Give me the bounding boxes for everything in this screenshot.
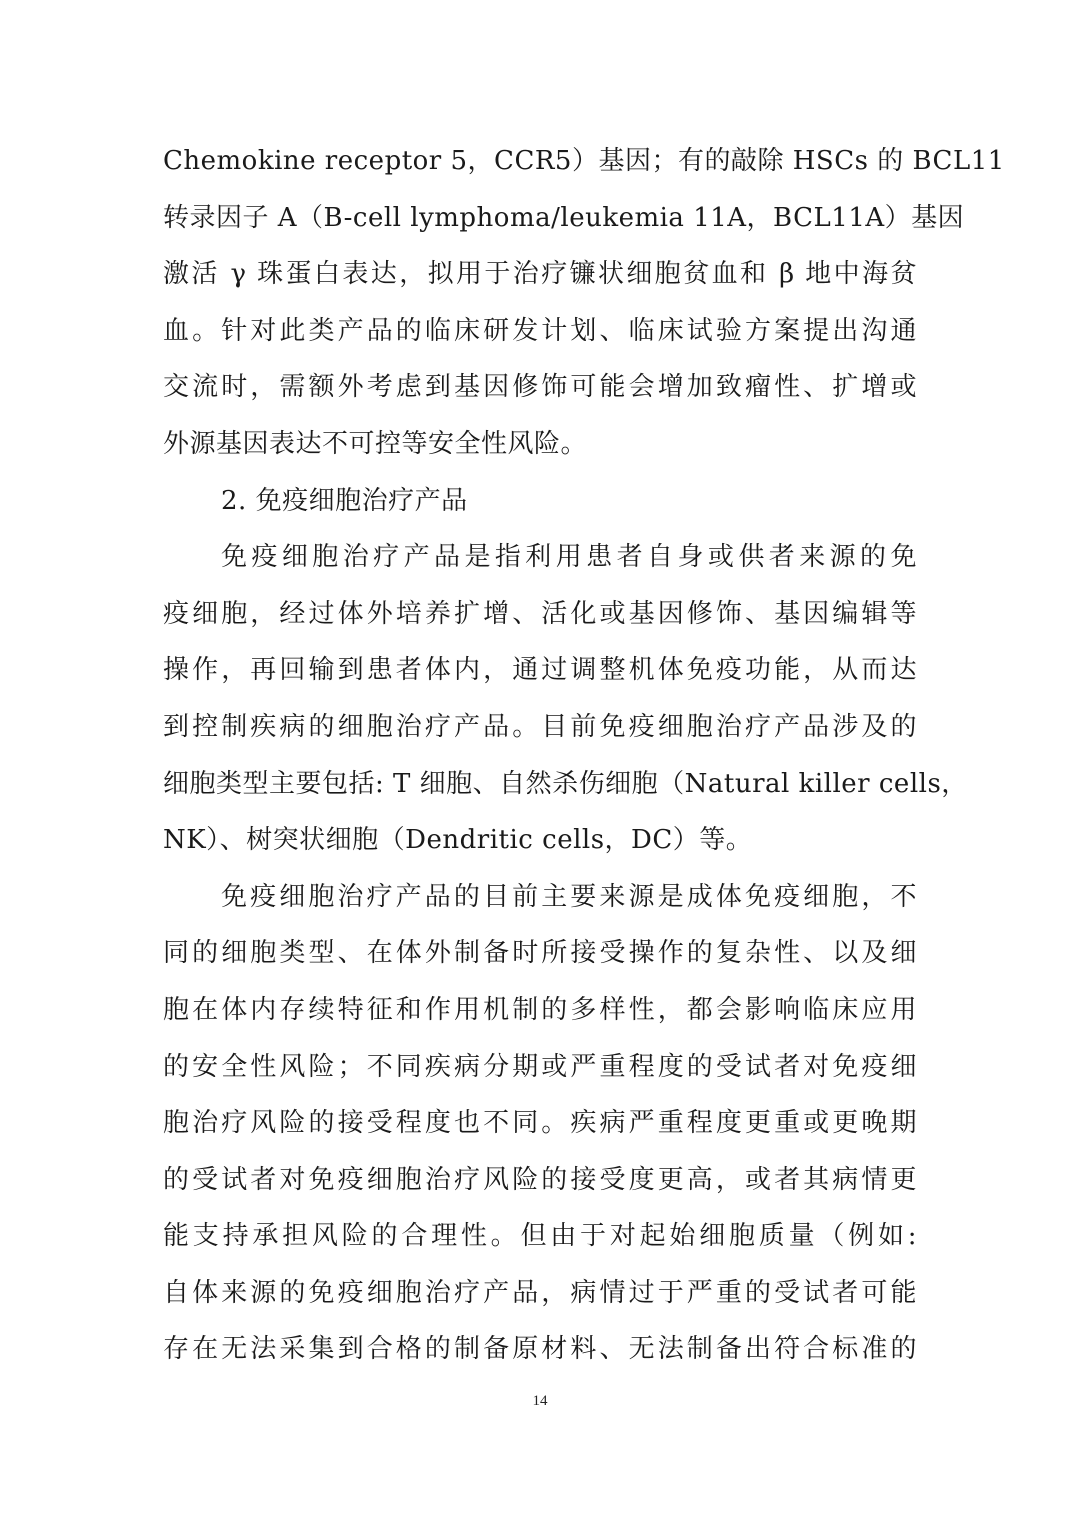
text-line: 胞在体内存续特征和作用机制的多样性，都会影响临床应用: [163, 994, 917, 1025]
text-line: 交流时，需额外考虑到基因修饰可能会增加致瘤性、扩增或: [163, 372, 917, 403]
text-line: 疫细胞，经过体外培养扩增、活化或基因修饰、基因编辑等: [163, 598, 917, 629]
text-line: 激活 γ 珠蛋白表达，拟用于治疗镰状细胞贫血和 β 地中海贫: [163, 259, 917, 290]
text-line: 同的细胞类型、在体外制备时所接受操作的复杂性、以及细: [163, 938, 917, 969]
text-line: Chemokine receptor 5，CCR5）基因；有的敲除 HSCs 的 BCL11: [163, 146, 1005, 176]
text-line: 外源基因表达不可控等安全性风险。: [163, 428, 588, 459]
text-line: 免疫细胞治疗产品的目前主要来源是成体免疫细胞，不: [221, 881, 917, 912]
text-line: 免疫细胞治疗产品是指利用患者自身或供者来源的免: [221, 542, 917, 573]
text-line: 胞治疗风险的接受程度也不同。疾病严重程度更重或更晚期: [163, 1108, 917, 1139]
text-line: NK）、树突状细胞（Dendritic cells，DC）等。: [163, 825, 753, 856]
section-heading: 2. 免疫细胞治疗产品: [221, 485, 468, 516]
text-line: 操作，再回输到患者体内，通过调整机体免疫功能，从而达: [163, 655, 917, 686]
page-number: 14: [532, 1393, 548, 1409]
text-line: 的安全性风险；不同疾病分期或严重程度的受试者对免疫细: [163, 1051, 917, 1082]
text-line: 血。针对此类产品的临床研发计划、临床试验方案提出沟通: [163, 315, 917, 346]
text-line: 细胞类型主要包括: T 细胞、自然杀伤细胞（Natural killer cells，: [163, 768, 968, 799]
text-line: 转录因子 A（B-cell lymphoma/leukemia 11A，BCL11A）基因: [163, 202, 965, 233]
text-line: 存在无法采集到合格的制备原材料、无法制备出符合标准的: [163, 1334, 917, 1365]
body-text: [163, 133, 1005, 1378]
text-line: 到控制疾病的细胞治疗产品。目前免疫细胞治疗产品涉及的: [163, 711, 917, 742]
text-line: 自体来源的免疫细胞治疗产品，病情过于严重的受试者可能: [163, 1277, 917, 1308]
text-line: 的受试者对免疫细胞治疗风险的接受度更高，或者其病情更: [163, 1164, 917, 1195]
text-line: 能支持承担风险的合理性。但由于对起始细胞质量（例如:: [163, 1221, 917, 1252]
